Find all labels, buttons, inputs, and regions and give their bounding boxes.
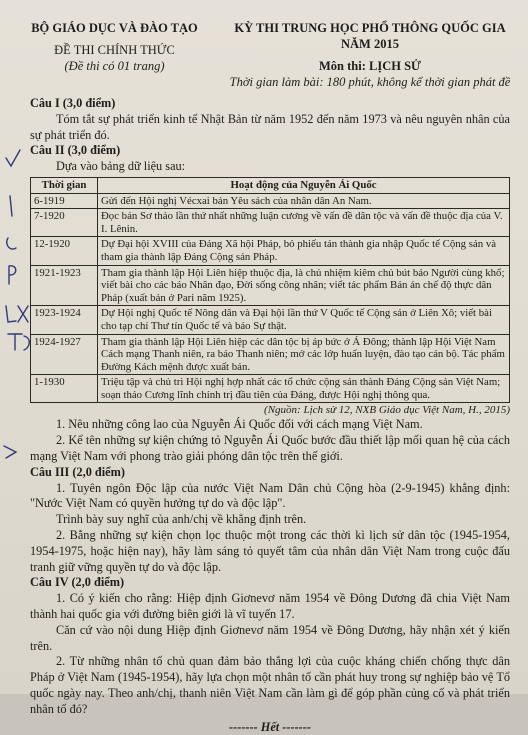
header-right [220,20,520,90]
pen-check-mark [6,150,20,166]
pen-mark-2 [7,238,16,249]
page-count: (Đề thi có 01 trang) [64,59,165,73]
row-activity: Triệu tập và chủ trì Hội nghị hợp nhất các tổ chức cộng sản thành Đảng Cộng sản Việt Nam; soạn thảo Cương lĩnh chính trị đầu tiên của Đảng, được Hội nghị thông qua. [98,375,510,403]
pen-mark-lx [6,306,28,322]
q1-text: Tóm tắt sự phát triển kinh tế Nhật Bản từ năm 1952 đến năm 1973 và nêu nguyên nhân của sự phát triển đó. [30,111,510,142]
ministry-name: BỘ GIÁO DỤC VÀ ĐÀO TẠO [31,21,198,35]
q2-title: Câu II (3,0 điểm) [30,143,121,158]
row-activity: Tham gia thành lập Hội Liên hiệp các dân tộc bị áp bức ở Á Đông; thành lập Hội Việt Nam Cách mạng Thanh niên, ra báo Thanh niên; mở các lớp huấn luyện, đào tạo cán bộ. Tác phẩm Đường Kách mệnh được xuất bản. [98,334,510,375]
pen-mark-p [9,266,16,284]
table-row [31,209,510,237]
table-row [31,193,510,209]
row-activity: Tham gia thành lập Hội Liên hiệp thuộc địa, là chủ nhiệm kiêm chủ bút báo Người cùng khổ; viết bài cho các báo Nhân đạo, Đời sống công nhân; viết tác phẩm Bản án chế độ thực dân Pháp (xuất bản ở Pari năm 1925). [98,265,510,306]
q2-item2: 2. Kể tên những sự kiện chứng tỏ Nguyễn Ái Quốc bước đầu thiết lập mối quan hệ của cách mạng Việt Nam với phong trào giải phóng dân tộc trên thế giới. [30,433,510,464]
end-mark: ------- Hết ------- [229,719,311,734]
row-time: 1924-1927 [31,334,98,375]
row-time: 1-1930 [31,375,98,403]
table-source: (Nguồn: Lịch sử 12, NXB Giáo dục Việt Nam, H., 2015) [264,404,510,417]
col-time-header: Thời gian [31,177,98,193]
activity-table [30,177,510,404]
exam-name: KỲ THI TRUNG HỌC PHỔ THÔNG QUỐC GIA NĂM 2015 [234,21,506,51]
q3-title: Câu III (2,0 điểm) [30,464,125,479]
exam-body [30,96,510,735]
pen-mark-1 [10,196,12,216]
pen-arrow-q3 [4,446,16,458]
table-row [31,306,510,334]
row-time: 12-1920 [31,237,98,265]
q4-item1b: Căn cứ vào nội dung Hiệp định Giơnevơ năm 1954 về Đông Dương, hãy nhận xét ý kiến trên. [30,622,510,653]
q2-item1: 1. Nêu những công lao của Nguyễn Ái Quốc đối với cách mạng Việt Nam. [56,417,423,432]
row-time: 6-1919 [31,193,98,209]
table-row [31,334,510,375]
header-left [22,20,207,74]
subject: Môn thi: LỊCH SỬ [319,59,421,73]
q4-title: Câu IV (2,0 điểm) [30,575,125,590]
row-activity: Dự Hội nghị Quốc tế Nông dân và Đại hội lần thứ V Quốc tế Cộng sản ở Liên Xô; viết bài cho tạp chí Thư tín Quốc tế và báo Sự thật. [98,306,510,334]
table-header-row [31,177,510,193]
table-row [31,375,510,403]
table-row [31,265,510,306]
col-activity-header: Hoạt động của Nguyễn Ái Quốc [98,177,510,193]
row-activity: Gửi đến Hội nghị Vécxai bản Yêu sách của nhân dân An Nam. [98,193,510,209]
exam-type: ĐỀ THI CHÍNH THỨC [54,43,175,57]
q3-item1a: 1. Tuyên ngôn Độc lập của nước Việt Nam Dân chủ Cộng hòa (2-9-1945) khẳng định: "Nước Việt Nam có quyền hưởng tự do và độc lập". [30,480,510,511]
row-activity: Dự Đại hội XVIII của Đảng Xã hội Pháp, bỏ phiếu tán thành gia nhập Quốc tế Cộng sản và tham gia thành lập Đảng Cộng sản Pháp. [98,237,510,265]
q1-title: Câu I (3,0 điểm) [30,96,116,110]
row-time: 1923-1924 [31,306,98,334]
q4-item2: 2. Từ những nhân tố chủ quan đảm bảo thắng lợi của cuộc kháng chiến chống thực dân Pháp ở Việt Nam (1945-1954), hãy lựa chọn một nhân tố cần phát huy trong sự nghiệp bảo vệ Tổ quốc ngày nay. Theo anh/chị, thanh niên Việt Nam cần làm gì để góp phần củng cố và phát triển nhân tố đó? [30,654,510,716]
duration: Thời gian làm bài: 180 phút, không kể thời gian phát đề [229,75,511,89]
pen-mark-tb [8,334,29,350]
row-time: 7-1920 [31,209,98,237]
row-activity: Đọc bản Sơ thảo lần thứ nhất những luận cương về vấn đề dân tộc và vấn đề thuộc địa của V. I. Lênin. [98,209,510,237]
q3-item1b: Trình bày suy nghĩ của anh/chị về khẳng định trên. [56,512,307,527]
table-row [31,237,510,265]
q3-item2: 2. Bằng những sự kiện chọn lọc thuộc một trong các thời kì lịch sử dân tộc (1945-1954, 1954-1975, hoặc hiện nay), hãy làm sáng tỏ quyết tâm của nhân dân Việt Nam trong cuộc đấu tranh giữ vững quyền tự do và độc lập. [30,528,510,574]
q4-item1a: 1. Có ý kiến cho rằng: Hiệp định Giơnevơ năm 1954 về Đông Dương đã chia Việt Nam thành hai quốc gia với đường biên giới là vĩ tuyến 17. [30,591,510,622]
q2-intro: Dựa vào bảng dữ liệu sau: [56,159,186,174]
row-time: 1921-1923 [31,265,98,306]
